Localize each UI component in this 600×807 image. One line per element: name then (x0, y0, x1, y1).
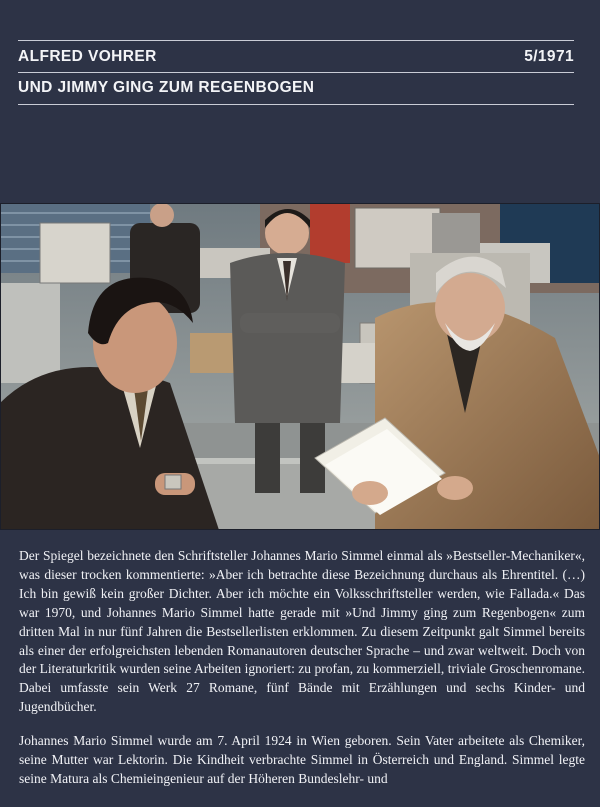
header-top-rule (18, 40, 574, 41)
director-name: ALFRED VOHRER (18, 48, 157, 65)
issue-number: 5/1971 (524, 48, 574, 65)
paragraph-2: Johannes Mario Simmel wurde am 7. April 1924 in Wien geboren. Sein Vater arbeitete als Chemiker, seine Mutter war Lektorin. Die Kindheit verbrachte Simmel in Österreich und England. Simmel legte seine Matura als Chemieingenieur auf der Höheren Bundeslehr- und (19, 733, 585, 786)
film-still-image (0, 203, 600, 530)
header-middle-rule (18, 72, 574, 73)
header-row (18, 48, 574, 66)
body-text (19, 547, 585, 789)
film-title: UND JIMMY GING ZUM REGENBOGEN (18, 79, 315, 96)
header-bottom-rule (18, 104, 574, 105)
paragraph-1: Der Spiegel bezeichnete den Schriftsteller Johannes Mario Simmel einmal als »Bestseller-Mechaniker«, was dieser trocken kommentierte: »Aber ich betrachte diese Bezeichnung durchaus als Ehrentitel. (…) Ich bin gewiß kein großer Dichter. Aber ich möchte ein Volksschriftsteller werden, wie Fallada.« Das war 1970, und Johannes Mario Simmel hatte gerade mit »Und Jimmy ging zum Regenbogen« zum dritten Mal in nur fünf Jahren die Bestsellerlisten erklommen. Zu diesem Zeitpunkt galt Simmel bereits als einer der erfolgreichsten lebenden Romanautoren deutscher Sprache – und zwar weltweit. Doch von der Literaturkritik wurden seine Arbeiten ignoriert: zu profan, zu kommerziell, triviale Groschenromane. Dabei umfasste sein Werk 27 Romane, fünf Bände mit Erzählungen und sechs Kinder- und Jugendbücher. (19, 548, 585, 715)
